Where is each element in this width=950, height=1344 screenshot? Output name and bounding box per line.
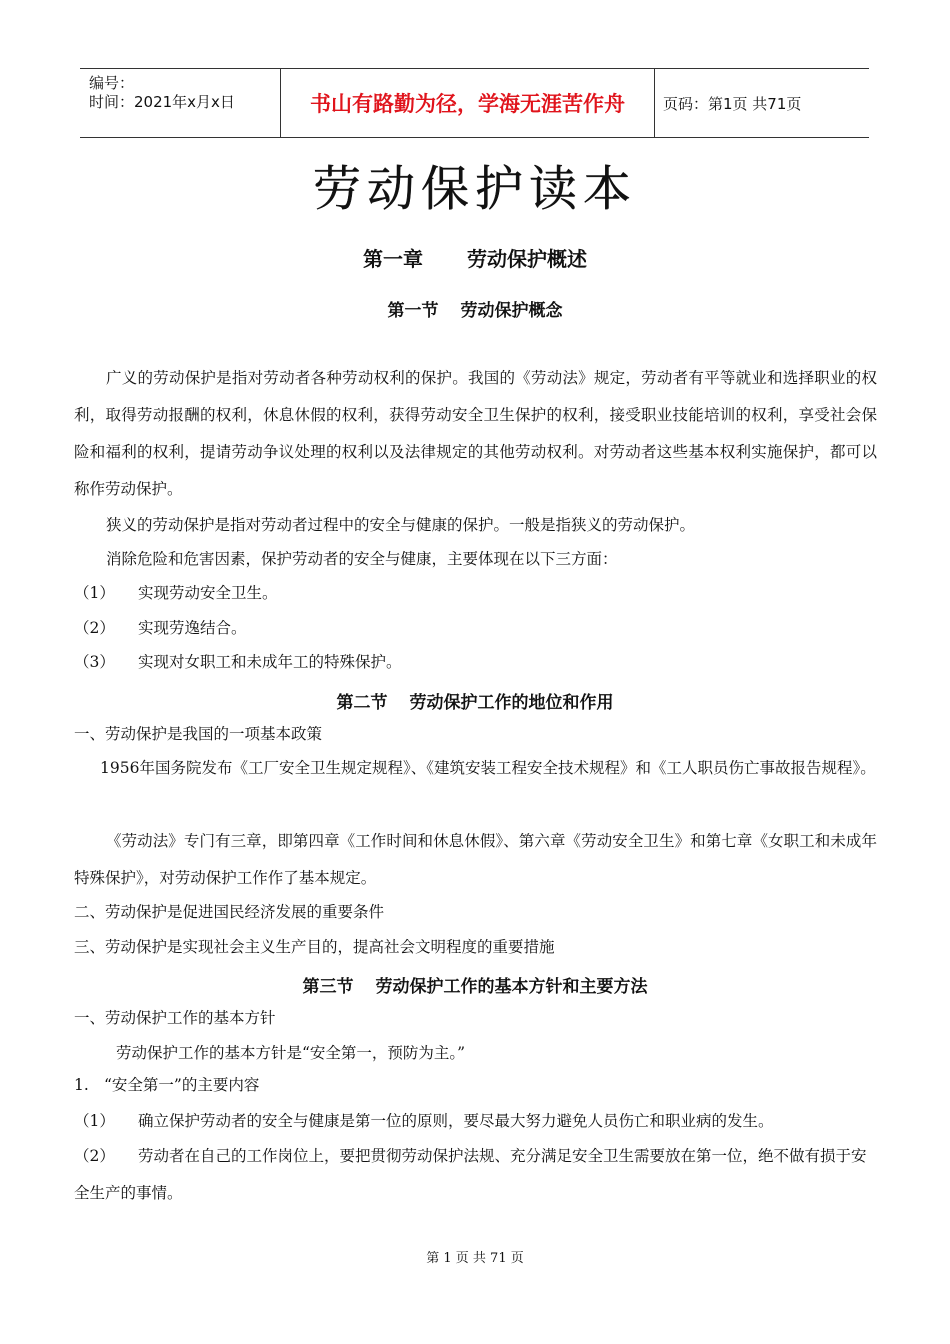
header-motto: 书山有路勤为径，学海无涯苦作舟 [280, 69, 655, 137]
list-item-number: （1） [74, 1112, 115, 1130]
header-meta [80, 69, 280, 137]
list-item [74, 610, 877, 647]
list-item-number: 1. [74, 1076, 89, 1094]
list-item [74, 575, 877, 612]
subheading: 一、劳动保护是我国的一项基本政策 [74, 725, 323, 743]
list-item [74, 644, 877, 681]
section-heading-2 [0, 688, 950, 713]
document-time-label: 时间：2021年x月x日 [89, 93, 235, 111]
body-paragraph: 1956年国务院发布《工厂安全卫生规定规程》、《建筑安装工程安全技术规程》和《工人职员伤亡事故报告规程》。 [100, 759, 876, 777]
section-name: 劳动保护工作的地位和作用 [409, 693, 614, 713]
body-paragraph: 狭义的劳动保护是指对劳动者过程中的安全与健康的保护。一般是指狭义的劳动保护。 [106, 516, 696, 534]
list-item-text: 实现劳逸结合。 [138, 619, 247, 637]
list-item-number: （2） [74, 1147, 115, 1165]
list-item-number: （3） [74, 653, 115, 671]
body-paragraph: 劳动保护工作的基本方针是“安全第一，预防为主。” [116, 1044, 466, 1062]
section-name: 劳动保护工作的基本方针和主要方法 [375, 977, 648, 997]
list-item-text: 实现对女职工和未成年工的特殊保护。 [138, 653, 402, 671]
chapter-number: 第一章 [363, 247, 423, 271]
list-item-text: 确立保护劳动者的安全与健康是第一位的原则，要尽最大努力避免人员伤亡和职业病的发生。 [138, 1112, 774, 1130]
subheading: 三、劳动保护是实现社会主义生产目的，提高社会文明程度的重要措施 [74, 938, 555, 956]
list-item [74, 1067, 877, 1104]
list-item [74, 1103, 877, 1140]
body-paragraph: 消除危险和危害因素，保护劳动者的安全与健康，主要体现在以下三方面： [106, 550, 618, 568]
list-item-text: 实现劳动安全卫生。 [138, 584, 278, 602]
section-heading-1 [0, 296, 950, 321]
page-footer: 第 1 页 共 71 页 [426, 1251, 524, 1266]
subheading: 一、劳动保护工作的基本方针 [74, 1009, 276, 1027]
list-item-number: （2） [74, 619, 115, 637]
section-name: 劳动保护概念 [460, 301, 563, 321]
subheading: 二、劳动保护是促进国民经济发展的重要条件 [74, 903, 385, 921]
section-number: 第三节 [302, 977, 354, 997]
body-paragraph: 广义的劳动保护是指对劳动者各种劳动权利的保护。我国的《劳动法》规定，劳动者有平等就业和选择职业的权利，取得劳动报酬的权利，休息休假的权利，获得劳动安全卫生保护的权利，接受职业技能培训的权利，享受社会保险和福利的权利，提请劳动争议处理的权利以及法律规定的其他劳动权利。对劳动者这些基本权利实施保护，都可以称作劳动保护。 [74, 369, 877, 498]
document-number-label: 编号： [89, 74, 135, 92]
header-page-info: 页码：第1页 共71页 [663, 94, 802, 113]
chapter-heading [0, 243, 950, 272]
document-title: 劳动保护读本 [312, 161, 637, 217]
section-number: 第一节 [387, 301, 439, 321]
list-item-text: “安全第一”的主要内容 [104, 1076, 260, 1094]
section-number: 第二节 [336, 693, 388, 713]
document-header [80, 68, 869, 138]
list-item-text: 劳动者在自己的工作岗位上，要把贯彻劳动保护法规、充分满足安全卫生需要放在第一位，绝不做有损于安全生产的事情。 [74, 1147, 867, 1202]
list-item-number: （1） [74, 584, 115, 602]
section-heading-3 [0, 972, 950, 997]
list-item [74, 1138, 877, 1212]
body-paragraph: 《劳动法》专门有三章，即第四章《工作时间和休息休假》、第六章《劳动安全卫生》和第七章《女职工和未成年特殊保护》，对劳动保护工作作了基本规定。 [74, 832, 877, 887]
chapter-name: 劳动保护概述 [467, 247, 587, 271]
